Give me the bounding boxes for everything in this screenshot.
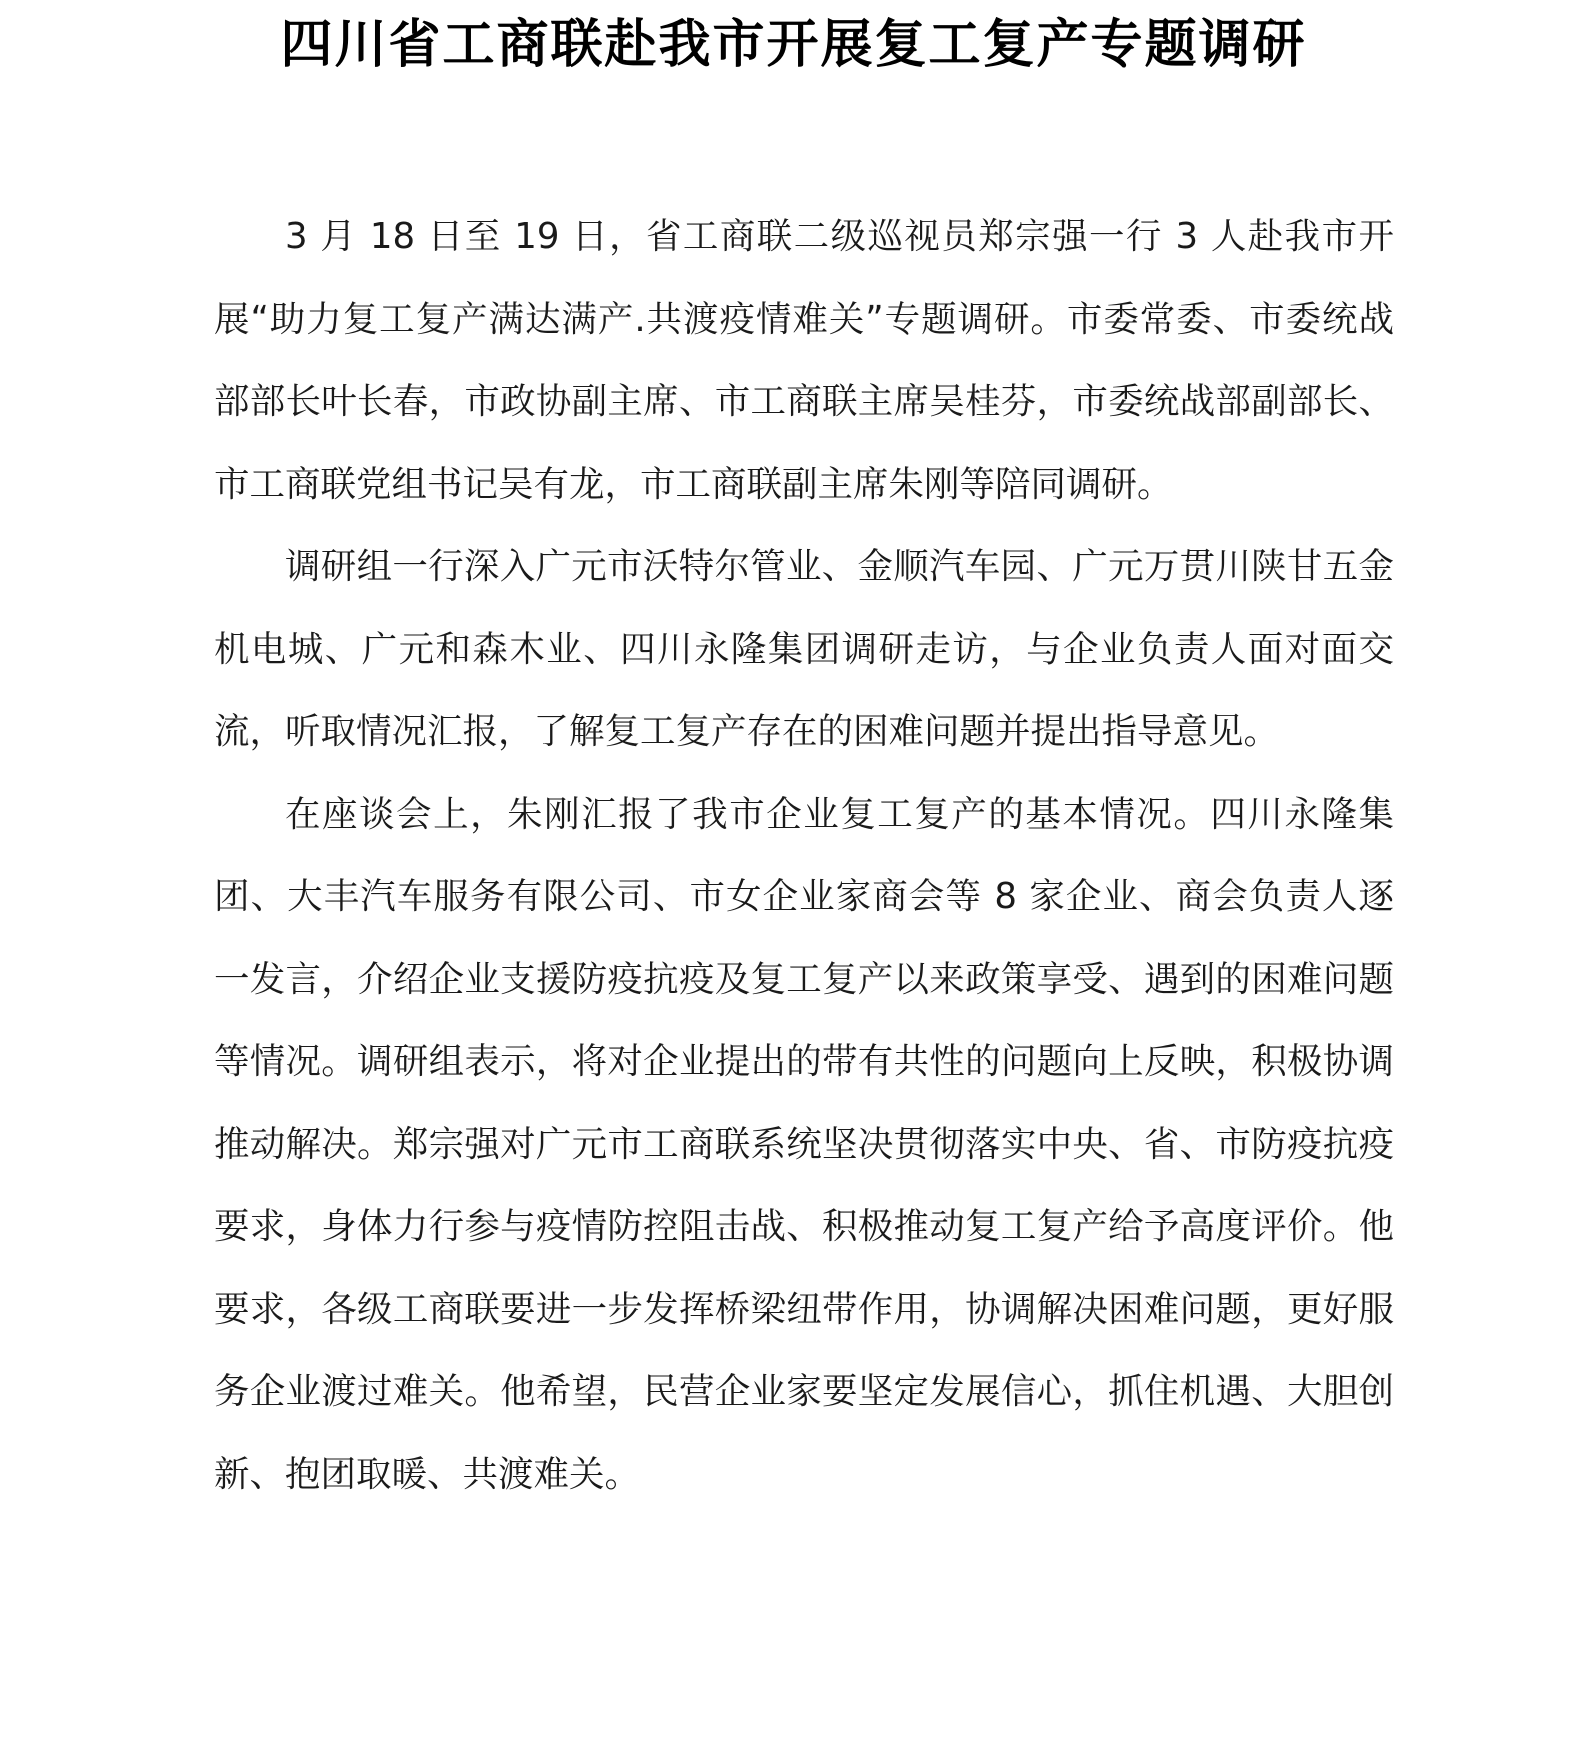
document-body [214, 196, 1394, 1516]
paragraph-2: 调研组一行深入广元市沃特尔管业、金顺汽车园、广元万贯川陕甘五金机电城、广元和森木业、四川永隆集团调研走访，与企业负责人面对面交流，听取情况汇报，了解复工复产存在的困难问题并提出指导意见。 [214, 546, 1394, 752]
document-title: 四川省工商联赴我市开展复工复产专题调研 [280, 14, 1307, 75]
paragraph-3: 在座谈会上，朱刚汇报了我市企业复工复产的基本情况。四川永隆集团、大丰汽车服务有限公司、市女企业家商会等 8 家企业、商会负责人逐一发言，介绍企业支援防疫抗疫及复工复产以来政策享受、遇到的困难问题等情况。调研组表示，将对企业提出的带有共性的问题向上反映，积极协调推动解决。郑宗强对广元市工商联系统坚决贯彻落实中央、省、市防疫抗疫要求，身体力行参与疫情防控阻击战、积极推动复工复产给予高度评价。他要求，各级工商联要进一步发挥桥梁纽带作用，协调解决困难问题，更好服务企业渡过难关。他希望，民营企业家要坚定发展信心，抓住机遇、大胆创新、抱团取暖、共渡难关。 [214, 793, 1394, 1495]
paragraph-1: 3 月 18 日至 19 日，省工商联二级巡视员郑宗强一行 3 人赴我市开展“助力复工复产满达满产.共渡疫情难关”专题调研。市委常委、市委统战部部长叶长春，市政协副主席、市工商联主席吴桂芬，市委统战部副部长、市工商联党组书记吴有龙，市工商联副主席朱刚等陪同调研。 [214, 216, 1394, 505]
